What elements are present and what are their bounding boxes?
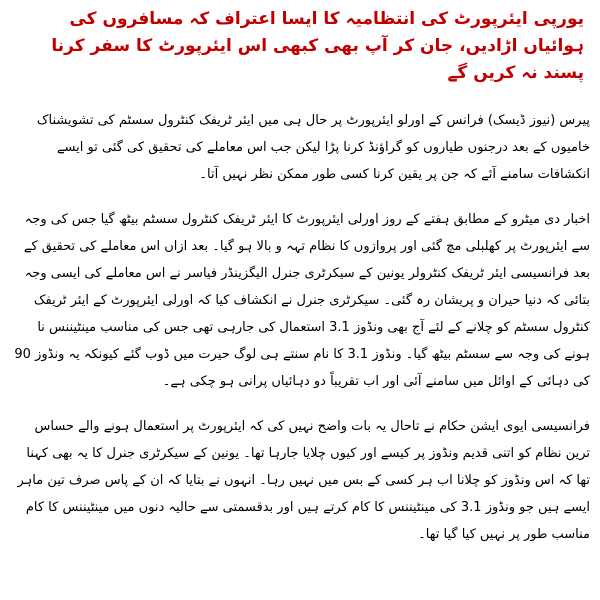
news-article xyxy=(10,0,590,548)
article-paragraph-3: فرانسیسی ایوی ایشن حکام نے تاحال یہ بات واضح نہیں کی کہ ایئرپورٹ پر استعمال ہونے والے حساس ترین نظام کو اتنی قدیم ونڈوز پر کیسے اور کیوں چلایا جارہا تھا۔ یونین کے سیکرٹری جنرل کا یہ بھی کہنا تھا کہ اس ونڈوز کو چلانا اب ہر کسی کے بس میں نہیں رہا۔ انہوں نے بتایا کہ ان کے پاس صرف تین ماہر ایسے ہیں جو ونڈوز 3.1 کی مینٹیننس کا کام کرتے ہیں اور بدقسمتی سے حالیہ دنوں میں مینٹیننس کا کام مناسب طور پر نہیں کیا گیا تھا۔ xyxy=(17,419,590,542)
article-paragraph-2: اخبار دی میٹرو کے مطابق ہفتے کے روز اورلی ایئرپورٹ کا ایئر ٹریفک کنٹرول سسٹم بیٹھ گیا جس کی وجہ سے ایئرپورٹ پر کھلبلی مچ گئی اور پروازوں کا نظام تہہ و بالا ہو گیا۔ بعد ازاں اس معاملے کی تحقیق کے بعد فرانسیسی ایئر ٹریفک کنٹرولر یونین کے سیکرٹری جنرل الیگزینڈر فیاسر نے اس معاملے کی ایسی وجہ بتائی کہ دنیا حیران و پریشان رہ گئی۔ سیکرٹری جنرل نے انکشاف کیا کہ اورلی ایئرپورٹ کے ایئر ٹریفک کنٹرول سسٹم کو چلانے کے لئے آج بھی ونڈوز 3.1 استعمال کی جارہی تھی جس کی مناسب مینٹیننس نا ہونے کی وجہ سے سسٹم بیٹھ گیا۔ ونڈوز 3.1 کا نام سنتے ہی لوگ حیرت میں ڈوب گئے کیونکہ یہ ونڈوز 90 کی دہائی کے اوائل میں سامنے آئی اور اب تقریباً دو دہائیاں پرانی ہو چکی ہے۔ xyxy=(14,212,590,389)
article-headline: یورپی ایئرپورٹ کی انتظامیہ کا ایسا اعتراف کہ مسافروں کی ہوائیاں اڑادیں، جان کر آپ بھی کبھی اس ایئرپورٹ کا سفر کرنا پسند نہ کریں گے xyxy=(51,9,584,83)
article-paragraph-1: پیرس (نیوز ڈیسک) فرانس کے اورلو ایئرپورٹ پر حال ہی میں ایئر ٹریفک کنٹرول سسٹم کی تشویشناک خامیوں کے بعد درجنوں طیاروں کو گراؤنڈ کرنا پڑا لیکن جب اس معاملے کی تحقیق کی گئی تو ایسے انکشافات سامنے آئے کہ جن پر یقین کرنا کسی طور ممکن نظر نہیں آتا۔ xyxy=(36,113,590,182)
